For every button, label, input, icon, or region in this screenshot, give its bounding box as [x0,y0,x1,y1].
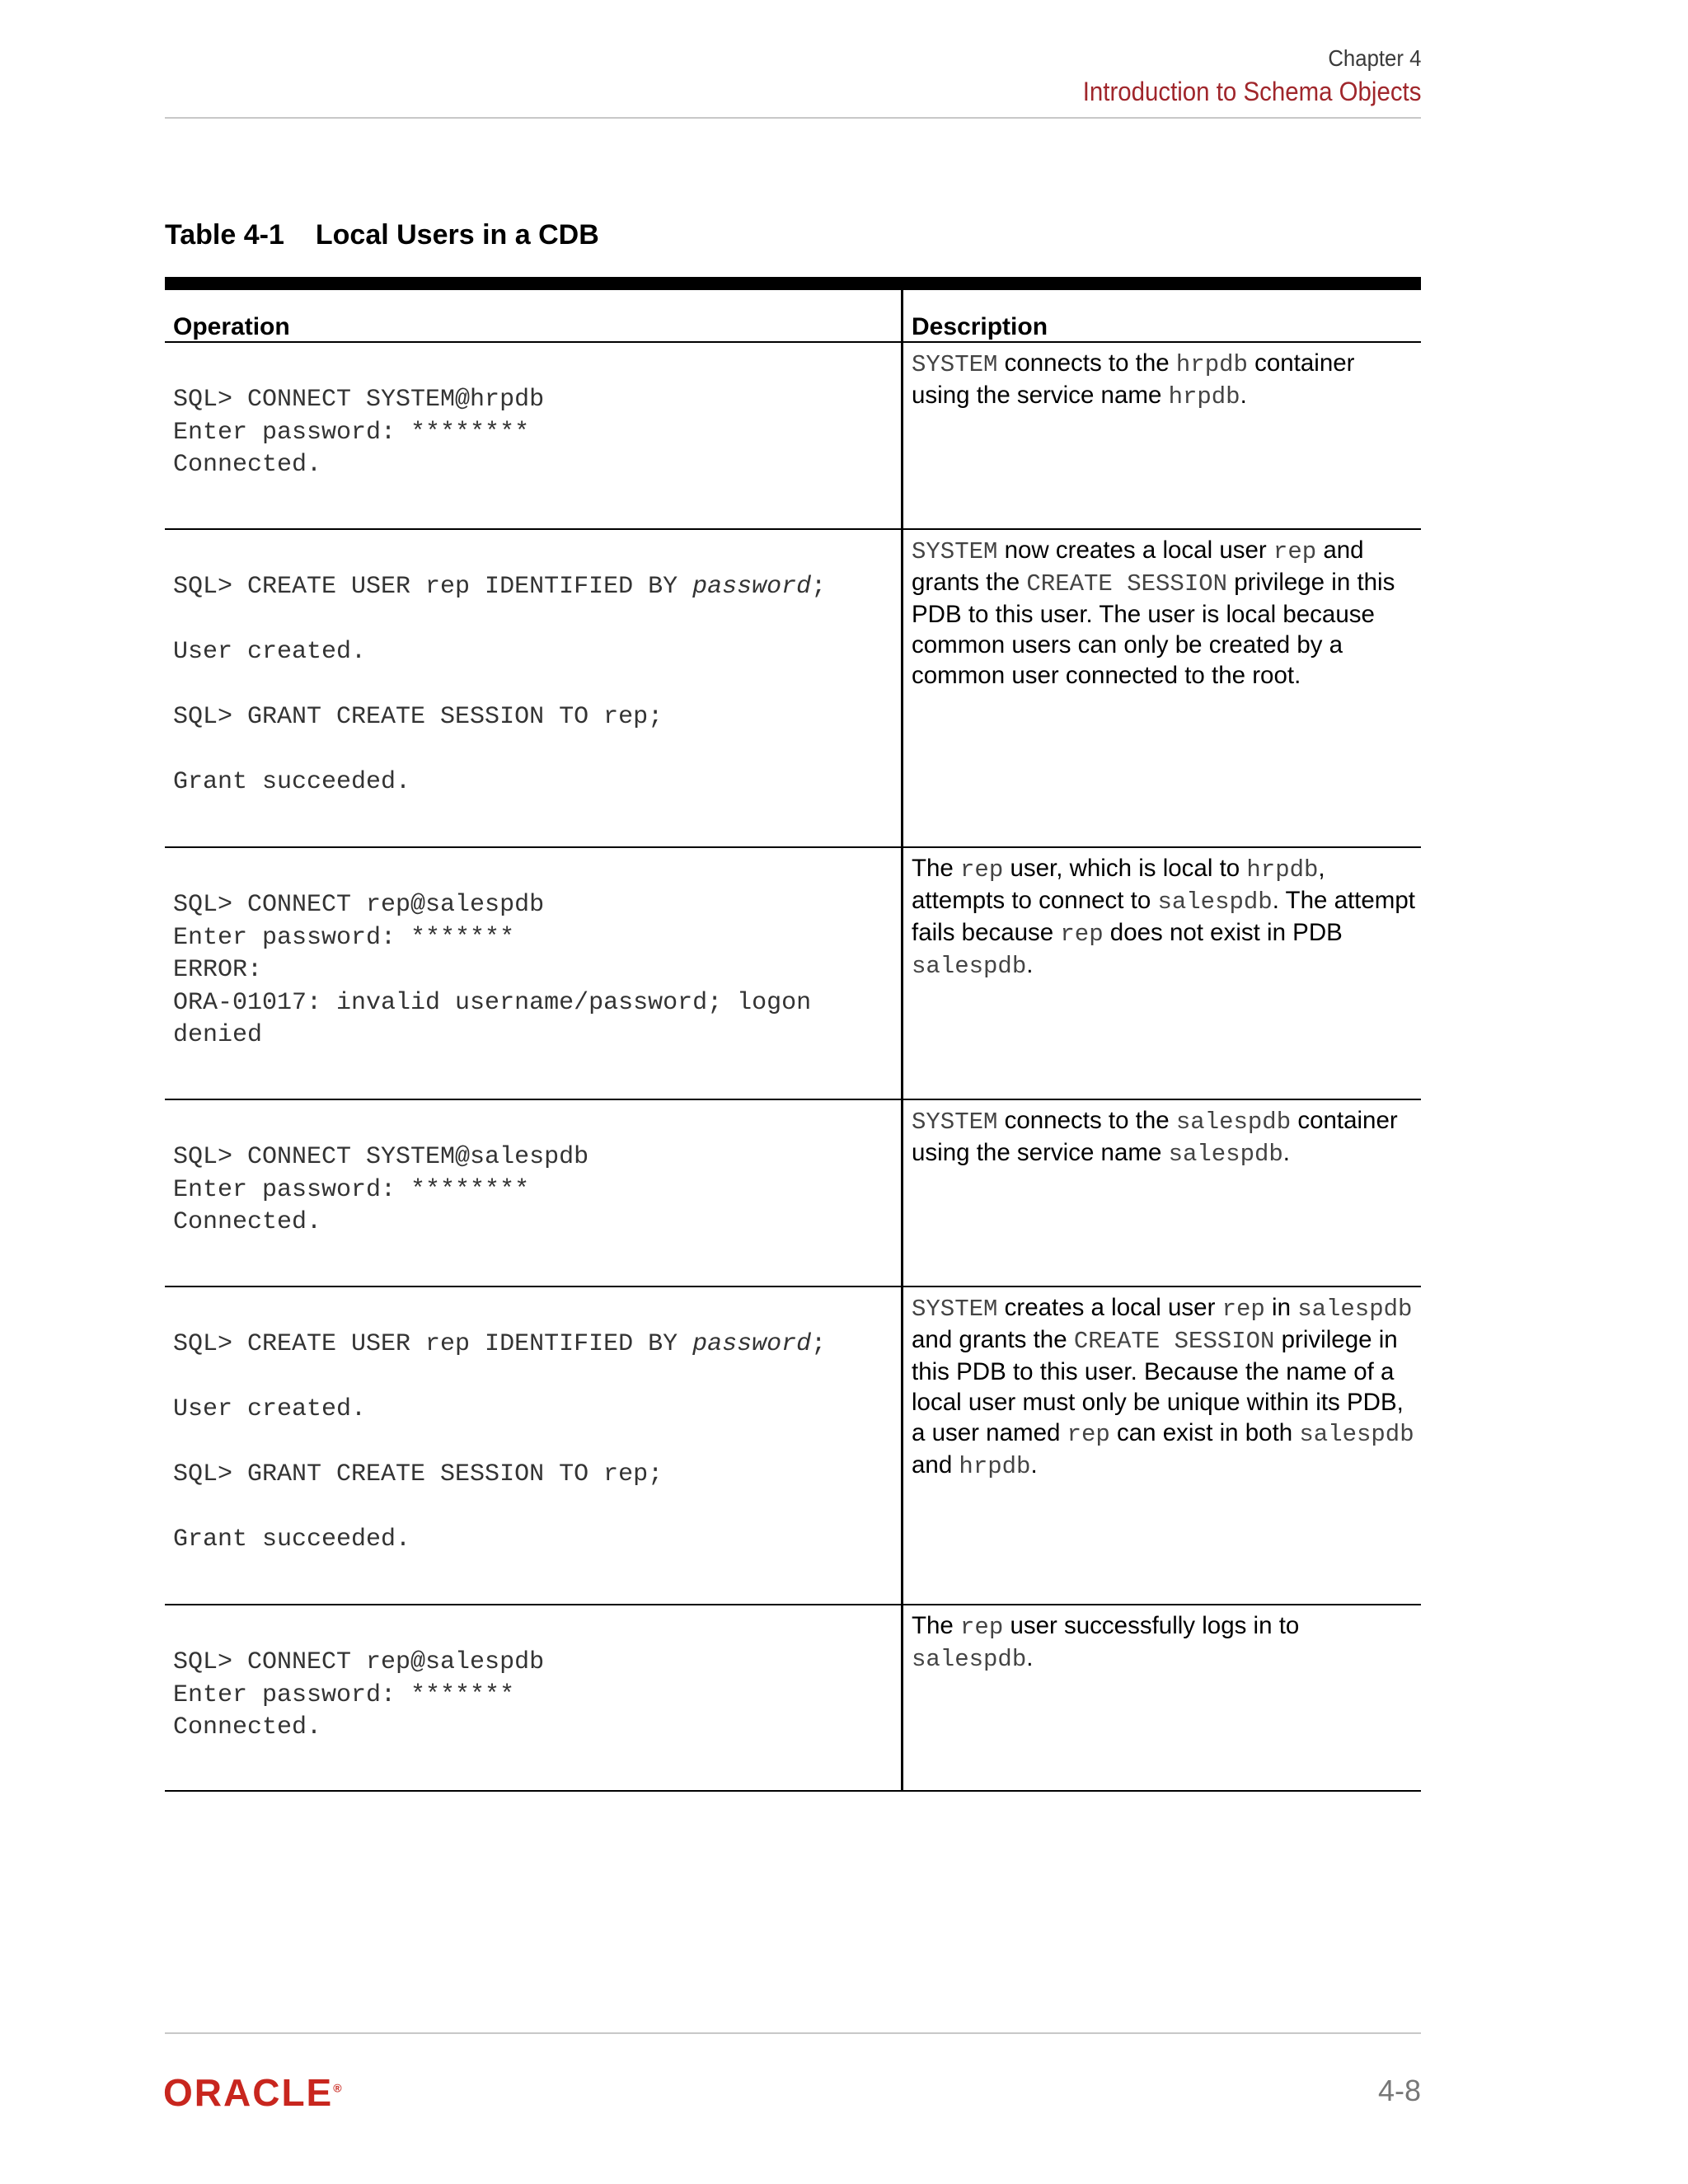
description-text: SYSTEM connects to the hrpdb container using the service name hrpdb. [912,349,1355,410]
sql-code: SQL> CONNECT rep@salespdb Enter password: ******* ERROR: ORA-01017: invalid username/password; logon denied [173,891,812,1049]
description-text: SYSTEM now creates a local user rep and grants the CREATE SESSION privilege in this PDB to this user. The user is local because common users can only be created by a common user connected to the root. [912,537,1395,689]
table-row [165,1100,1421,1287]
page-number: 4-8 [1377,2074,1421,2107]
table-row [165,1605,1421,1792]
table-title: Local Users in a CDB [315,219,599,251]
table-top-bar [165,277,1421,290]
sql-code: SQL> CONNECT SYSTEM@hrpdb Enter password: ******** Connected. [173,386,545,479]
chapter-label: Chapter 4 [1327,45,1421,71]
description-cell [903,1100,1421,1286]
operation-cell [165,530,903,846]
footer-divider [165,2032,1421,2034]
sql-code: SQL> CONNECT SYSTEM@salespdb Enter password: ******** Connected. [173,1143,589,1236]
column-header-operation: Operation [165,290,903,341]
operation-cell [165,343,903,528]
description-cell [903,530,1421,846]
description-cell [903,1287,1421,1604]
sql-code: SQL> CONNECT rep@salespdb Enter password: ******* Connected. [173,1648,545,1741]
table-row [165,530,1421,848]
operation-cell [165,1287,903,1604]
running-header [1053,43,1421,109]
sql-code: SQL> CREATE USER rep IDENTIFIED BY password; User created. SQL> GRANT CREATE SESSION TO rep; Grant succeeded. [173,1330,827,1554]
description-cell [903,343,1421,528]
header-divider [165,117,1421,119]
column-header-description: Description [912,313,1048,340]
description-text: The rep user, which is local to hrpdb, attempts to connect to salespdb. The attempt fails because rep does not exist in PDB salespdb. [912,855,1415,980]
description-text: SYSTEM creates a local user rep in salespdb and grants the CREATE SESSION privilege in this PDB to this user. Because the name of a local user must only be unique within its PDB, a user named rep can exist in both salespdb and hrpdb. [912,1294,1414,1480]
description-cell [903,848,1421,1099]
operation-cell [165,1605,903,1790]
table-number: Table 4-1 [165,219,284,251]
table-header-row [165,290,1421,343]
table-row [165,848,1421,1100]
description-cell [903,1605,1421,1790]
local-users-table [165,277,1421,1792]
section-title: Introduction to Schema Objects [1082,77,1421,106]
table-row [165,1287,1421,1605]
sql-code: SQL> CREATE USER rep IDENTIFIED BY password; User created. SQL> GRANT CREATE SESSION TO rep; Grant succeeded. [173,573,827,796]
oracle-logo: ORACLE® [163,2071,342,2114]
operation-cell [165,1100,903,1286]
description-text: The rep user successfully logs in to salespdb. [912,1612,1300,1673]
table-row [165,343,1421,530]
table-caption [165,219,599,251]
description-text: SYSTEM connects to the salespdb container using the service name salespdb. [912,1107,1398,1168]
operation-cell [165,848,903,1099]
